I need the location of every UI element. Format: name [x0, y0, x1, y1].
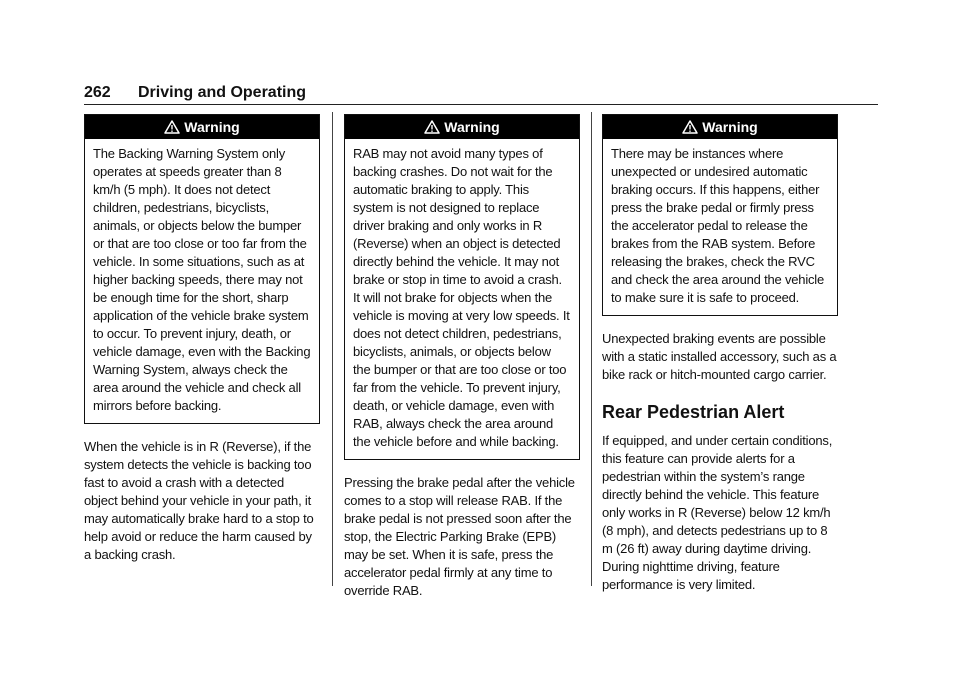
- warning-triangle-icon: [424, 120, 440, 134]
- warning-title: Warning: [444, 119, 500, 135]
- warning-triangle-icon: [682, 120, 698, 134]
- warning-triangle-icon: [164, 120, 180, 134]
- warning-header: [85, 115, 319, 139]
- warning-box: [602, 114, 838, 316]
- warning-header: [345, 115, 579, 139]
- warning-text: RAB may not avoid many types of backing crashes. Do not wait for the automatic braking to apply. This system is not designed to replace driver braking and only works in R (Reverse) when an object is detected directly behind the vehicle. It may not brake or stop in time to avoid a crash. It will not brake for objects when the vehicle is moving at very low speeds. It does not detect children, pedestrians, bicyclists, animals, or objects below the bumper or that are too close or too far from the vehicle. To prevent injury, death, or vehicle damage, even with RAB, always check the area around the vehicle before and while backing.: [353, 146, 570, 449]
- warning-text: There may be instances where unexpected or undesired automatic braking occurs. If this happens, either press the brake pedal or firmly press the accelerator pedal to release the brakes from the RAB system. Before releasing the brakes, check the RVC and check the area around the vehicle to make sure it is safe to proceed.: [611, 146, 825, 305]
- header-rule: [84, 104, 878, 105]
- column-2: [344, 114, 580, 600]
- body-paragraph: Pressing the brake pedal after the vehicle comes to a stop will release RAB. If the brake pedal is not pressed soon after the stop, the Electric Parking Brake (EPB) may be set. When it is safe, press the accelerator pedal firmly at any time to override RAB.: [344, 475, 575, 598]
- warning-box: [344, 114, 580, 460]
- page-number: 262: [84, 84, 111, 101]
- subheading-rear-pedestrian-alert: Rear Pedestrian Alert: [602, 402, 785, 422]
- column-divider: [332, 112, 333, 586]
- body-paragraph: When the vehicle is in R (Reverse), if the system detects the vehicle is backing too fast to avoid a crash with a detected object behind your vehicle in your path, it may automatically brake hard to a stop to help avoid or reduce the harm caused by a backing crash.: [84, 439, 314, 562]
- body-paragraph: If equipped, and under certain conditions, this feature can provide alerts for a pedestrian within the system’s range directly behind the vehicle. This feature only works in R (Reverse) below 12 km/h (8 mph), and detects pedestrians up to 8 m (26 ft) away during daytime driving. During nighttime driving, feature performance is very limited.: [602, 433, 833, 592]
- section-title: Driving and Operating: [138, 84, 307, 101]
- column-1: [84, 114, 320, 564]
- warning-text: The Backing Warning System only operates at speeds greater than 8 km/h (5 mph). It does not detect children, pedestrians, bicyclists, animals, or objects below the bumper or that are too close or too far from the vehicle. In some situations, such as at higher backing speeds, there may not be enough time for the short, sharp application of the vehicle brake system to occur. To prevent injury, death, or vehicle damage, even with the Backing Warning System, always check the area around the vehicle and check all mirrors before backing.: [93, 146, 311, 413]
- warning-box: [84, 114, 320, 424]
- column-divider: [591, 112, 592, 586]
- warning-title: Warning: [702, 119, 758, 135]
- page-header: [84, 82, 878, 104]
- body-paragraph: Unexpected braking events are possible with a static installed accessory, such as a bike rack or hitch-mounted cargo carrier.: [602, 331, 837, 382]
- column-3: [602, 114, 838, 594]
- warning-header: [603, 115, 837, 139]
- warning-title: Warning: [184, 119, 240, 135]
